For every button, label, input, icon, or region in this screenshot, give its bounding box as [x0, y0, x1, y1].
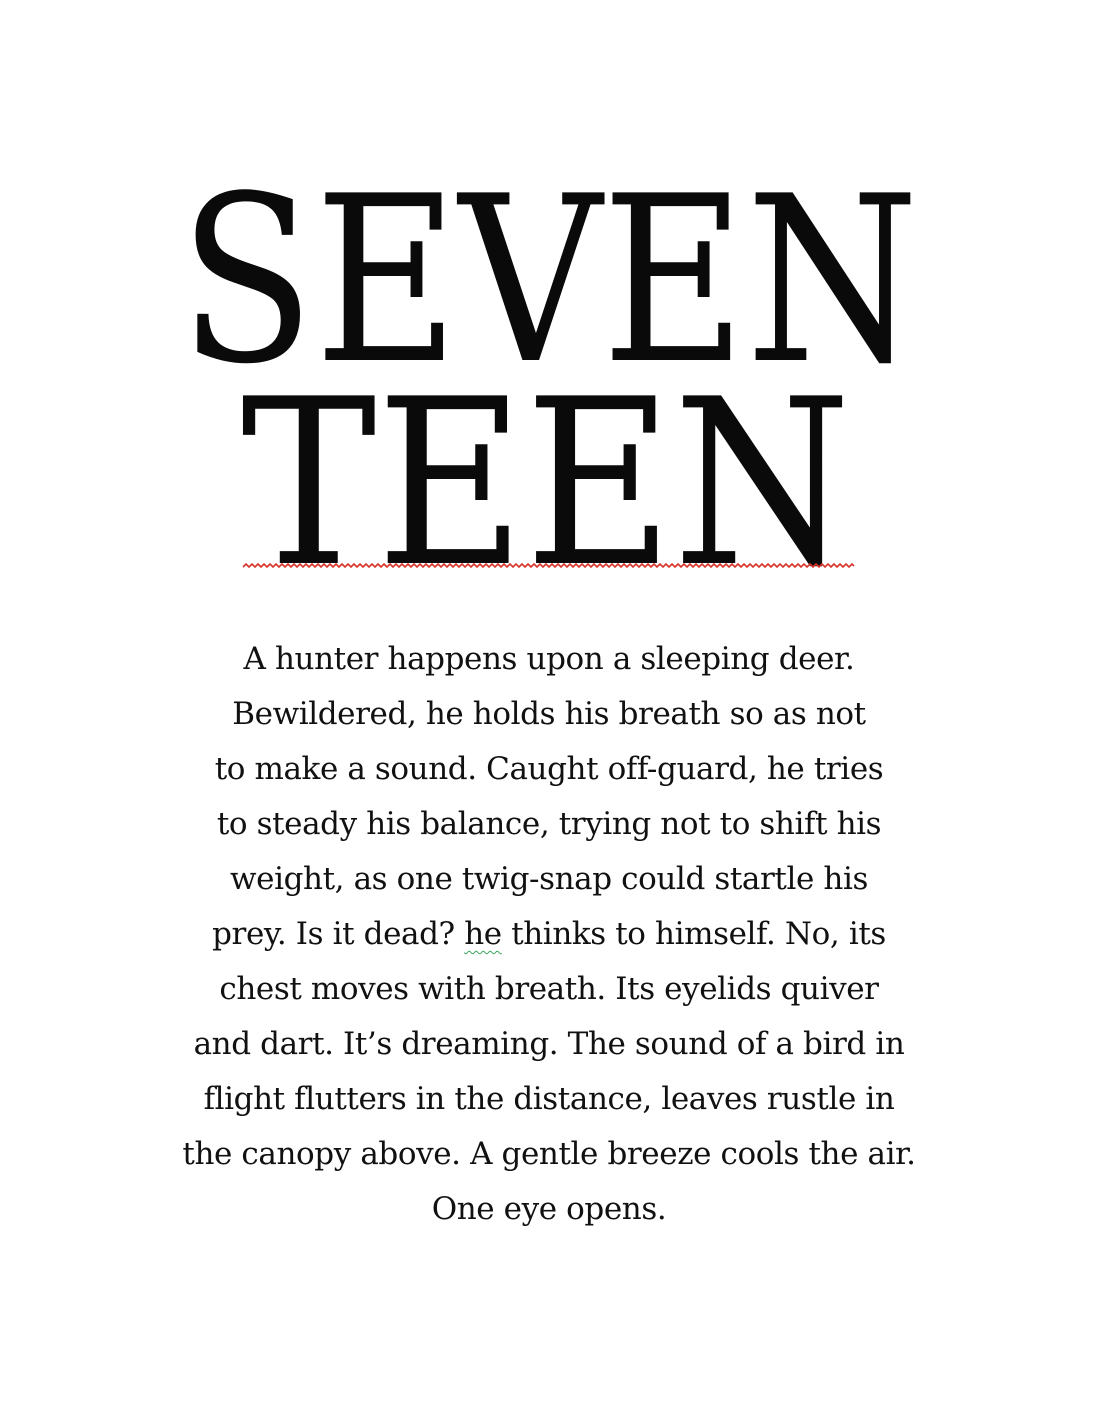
paragraph-line: to make a sound. Caught off-guard, he tries	[214, 751, 884, 787]
title-line-seven: SEVEN	[179, 148, 919, 415]
paragraph-line: flight flutters in the distance, leaves rustle in	[203, 1081, 895, 1117]
paragraph-line: and dart. It’s dreaming. The sound of a bird in	[193, 1026, 905, 1062]
paragraph-segment: thinks to himself. No, its	[501, 916, 886, 952]
paragraph-line: to steady his balance, trying not to shift his	[216, 806, 882, 842]
paragraph-line: A hunter happens upon a sleeping deer.	[243, 641, 855, 677]
grammar-flagged-word: he	[464, 916, 502, 952]
paragraph-line: weight, as one twig-snap could startle his	[230, 861, 868, 897]
paragraph-line: One eye opens.	[431, 1191, 667, 1227]
title-graphic	[0, 0, 1098, 618]
paragraph-line	[150, 907, 948, 962]
paragraph-line: the canopy above. A gentle breeze cools the air.	[182, 1136, 916, 1172]
story-paragraph	[150, 632, 948, 1237]
paragraph-segment: prey. Is it dead?	[212, 916, 465, 952]
paragraph-line: chest moves with breath. Its eyelids quiver	[219, 971, 879, 1007]
title-line-teen: TEEN	[241, 351, 851, 618]
paragraph-line: Bewildered, he holds his breath so as not	[232, 696, 866, 732]
